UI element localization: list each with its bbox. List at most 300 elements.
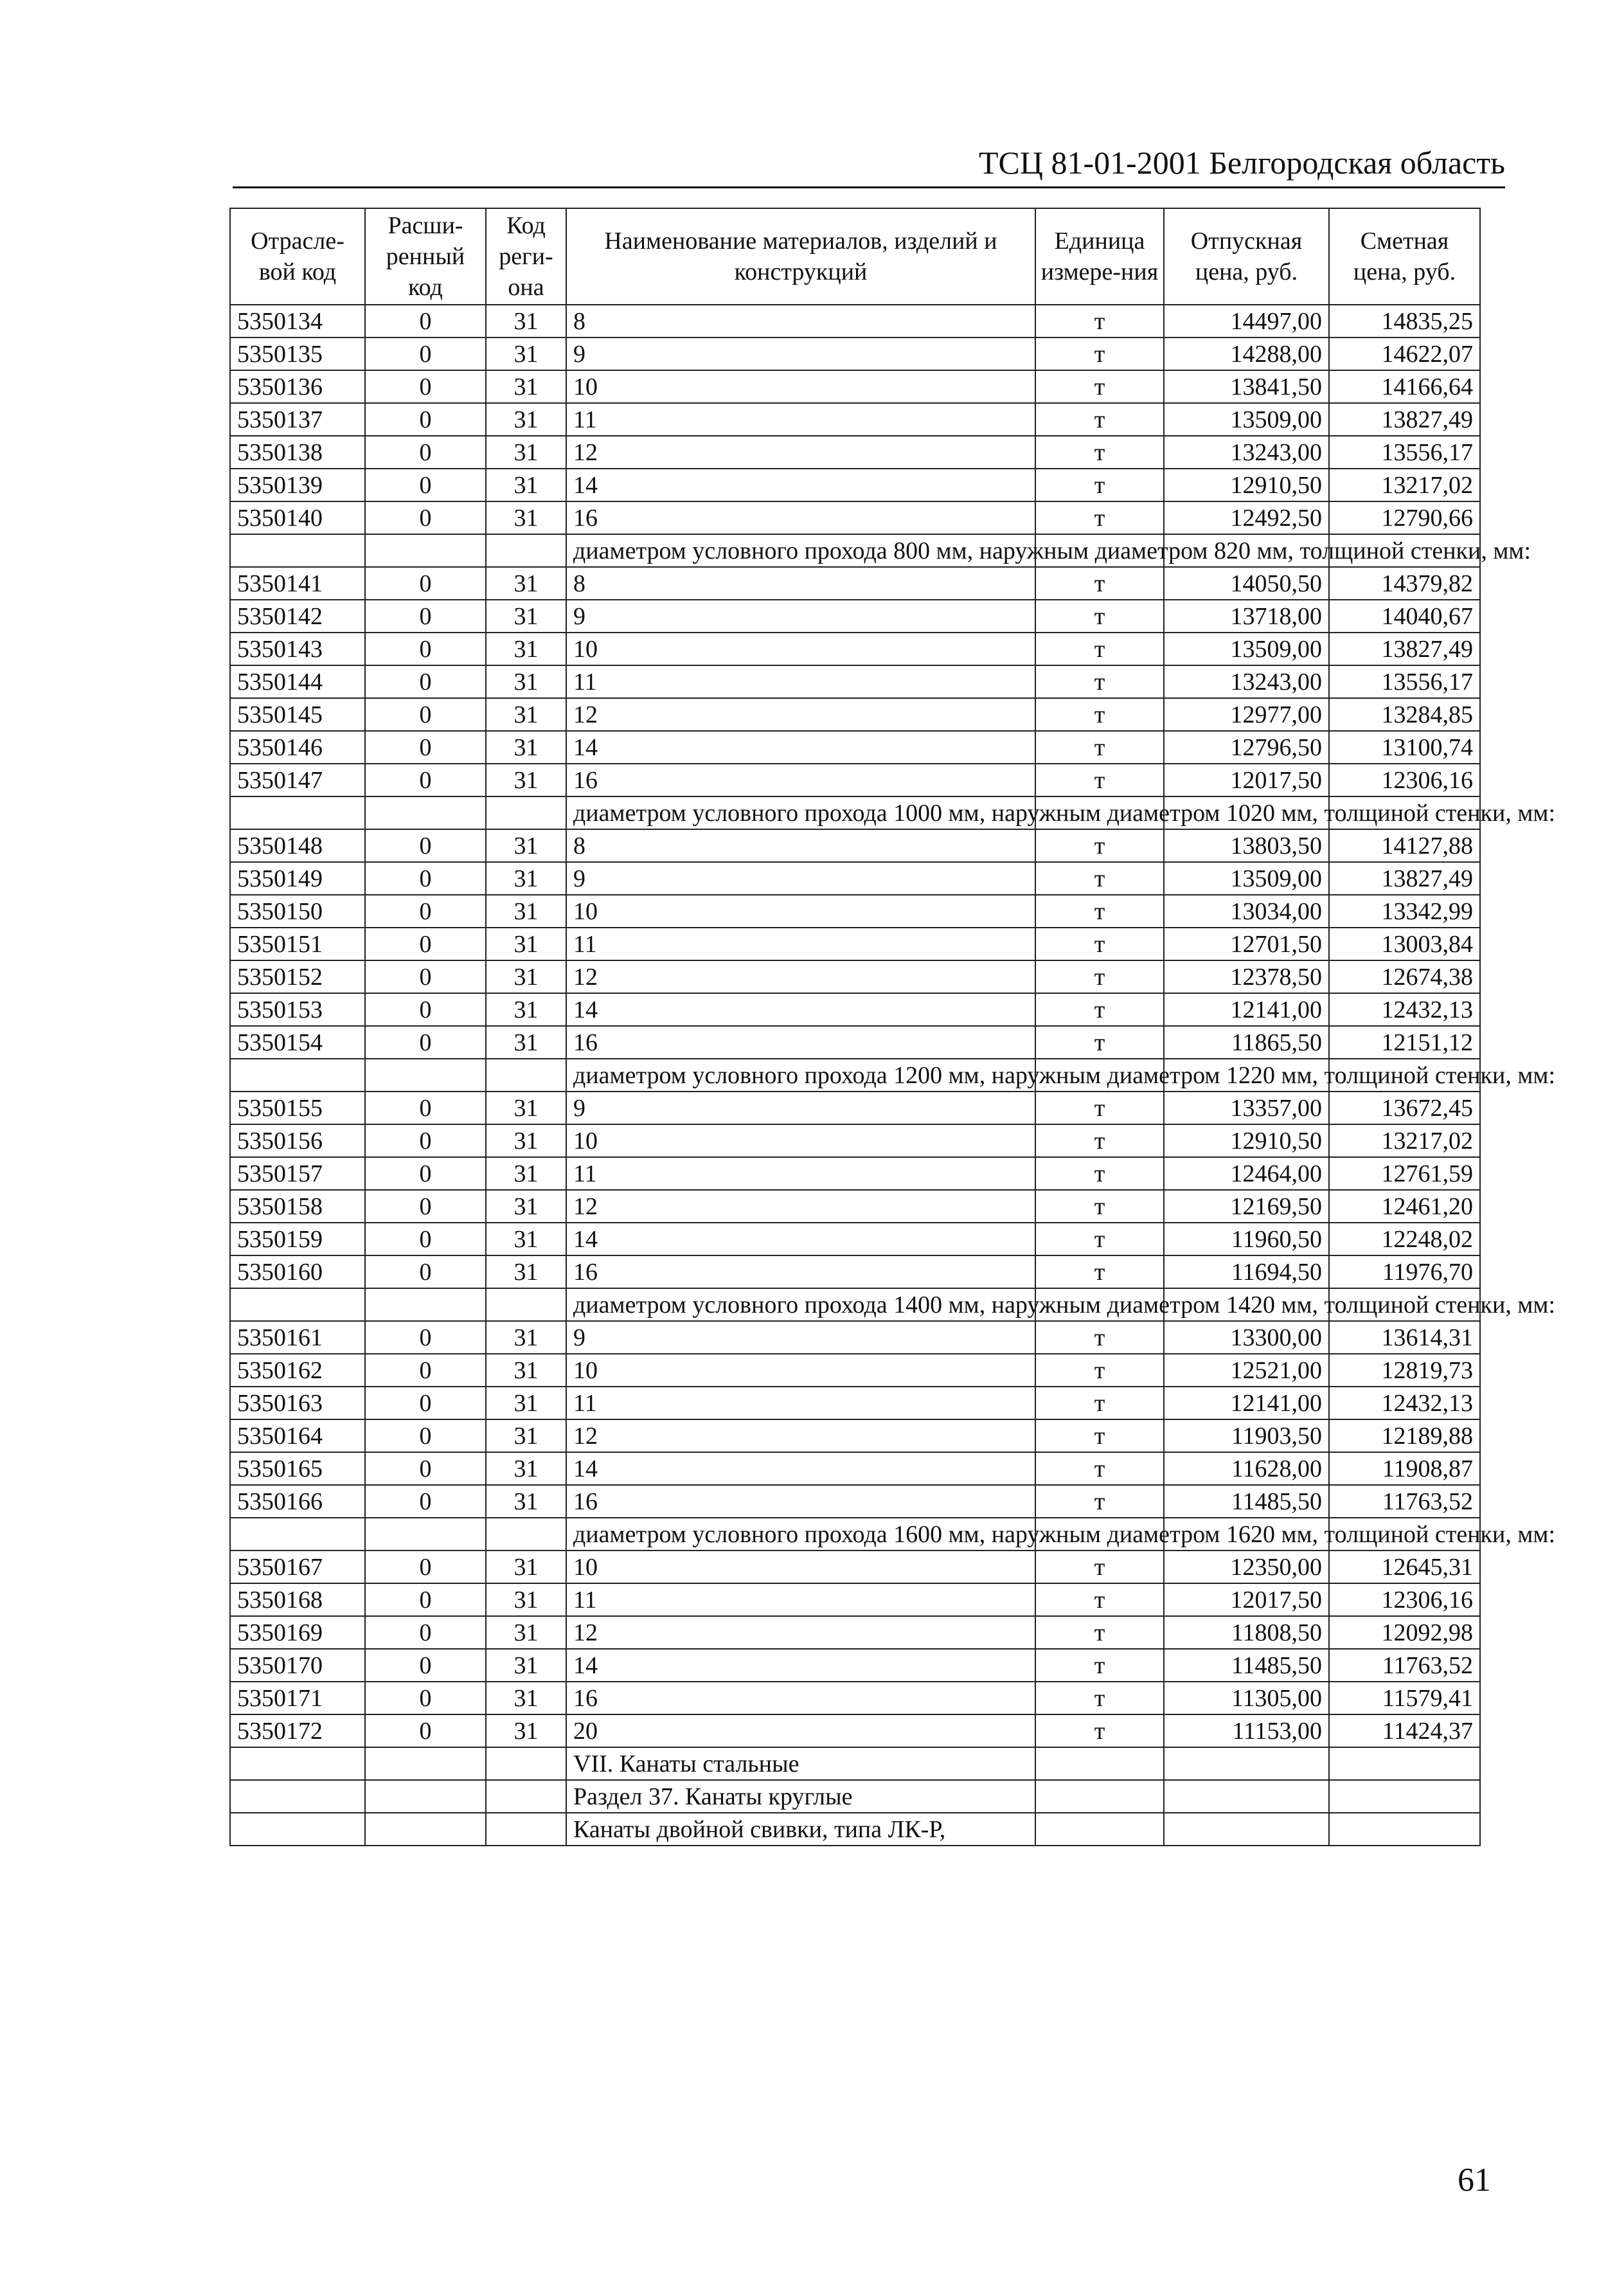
table-row: [230, 862, 1480, 895]
cell-name: 16: [566, 1255, 1035, 1288]
cell-name: 11: [566, 1157, 1035, 1190]
cell-code: 5350163: [230, 1387, 365, 1419]
cell-unit: т: [1035, 665, 1164, 698]
cell-name: 16: [566, 1682, 1035, 1714]
cell-region: 31: [486, 1649, 566, 1682]
cell-region: 31: [486, 436, 566, 469]
table-row: [230, 764, 1480, 796]
cell-unit: т: [1035, 764, 1164, 796]
cell-code: 5350136: [230, 370, 365, 403]
cell-region: 31: [486, 1190, 566, 1223]
table-row: [230, 993, 1480, 1026]
subgroup-row: [230, 1518, 1480, 1551]
cell-code: 5350154: [230, 1026, 365, 1059]
table-row: [230, 1452, 1480, 1485]
cell-code: 5350158: [230, 1190, 365, 1223]
cell-code: 5350155: [230, 1092, 365, 1124]
table-row: [230, 1354, 1480, 1387]
cell-release-price: 13034,00: [1164, 895, 1329, 928]
col-header-estimate-price: Сметная цена, руб.: [1329, 208, 1480, 305]
cell-name: 12: [566, 1190, 1035, 1223]
cell-release-price: 12796,50: [1164, 731, 1329, 764]
cell-region: [486, 796, 566, 829]
cell-ext-code: 0: [365, 600, 486, 633]
cell-release-price: [1164, 1747, 1329, 1780]
cell-release-price: 12701,50: [1164, 928, 1329, 960]
cell-code: 5350167: [230, 1551, 365, 1583]
cell-region: 31: [486, 370, 566, 403]
cell-code: 5350143: [230, 633, 365, 665]
table-row: [230, 1387, 1480, 1419]
cell-name: 8: [566, 567, 1035, 600]
table-row: [230, 960, 1480, 993]
cell-release-price: 11808,50: [1164, 1616, 1329, 1649]
cell-ext-code: 0: [365, 1452, 486, 1485]
cell-estimate-price: 13827,49: [1329, 633, 1480, 665]
cell-region: 31: [486, 1387, 566, 1419]
cell-estimate-price: 13556,17: [1329, 665, 1480, 698]
cell-estimate-price: 12248,02: [1329, 1223, 1480, 1255]
cell-unit: т: [1035, 1255, 1164, 1288]
cell-estimate-price: 11908,87: [1329, 1452, 1480, 1485]
cell-code: [230, 1747, 365, 1780]
cell-estimate-price: [1329, 1780, 1480, 1813]
cell-region: 31: [486, 1485, 566, 1518]
cell-ext-code: 0: [365, 1124, 486, 1157]
cell-code: 5350162: [230, 1354, 365, 1387]
cell-estimate-price: 13217,02: [1329, 1124, 1480, 1157]
cell-estimate-price: 12461,20: [1329, 1190, 1480, 1223]
cell-name: 9: [566, 337, 1035, 370]
cell-region: 31: [486, 633, 566, 665]
cell-ext-code: 0: [365, 764, 486, 796]
cell-region: 31: [486, 1124, 566, 1157]
cell-ext-code: 0: [365, 567, 486, 600]
cell-code: [230, 1518, 365, 1551]
cell-code: 5350148: [230, 829, 365, 862]
cell-name: Раздел 37. Канаты круглые: [566, 1780, 1035, 1813]
cell-code: [230, 1780, 365, 1813]
cell-release-price: 12141,00: [1164, 993, 1329, 1026]
col-header-ext-code: Расши-ренный код: [365, 208, 486, 305]
cell-ext-code: 0: [365, 698, 486, 731]
table-row: [230, 1485, 1480, 1518]
cell-estimate-price: 11424,37: [1329, 1714, 1480, 1747]
cell-region: 31: [486, 1092, 566, 1124]
cell-code: 5350135: [230, 337, 365, 370]
cell-ext-code: 0: [365, 1616, 486, 1649]
col-header-name: Наименование материалов, изделий и конструкций: [566, 208, 1035, 305]
cell-name: 10: [566, 895, 1035, 928]
table-row: [230, 665, 1480, 698]
cell-estimate-price: [1329, 1747, 1480, 1780]
subgroup-row: [230, 796, 1480, 829]
cell-release-price: 11694,50: [1164, 1255, 1329, 1288]
cell-estimate-price: 13217,02: [1329, 469, 1480, 501]
cell-unit: т: [1035, 862, 1164, 895]
cell-unit: т: [1035, 1551, 1164, 1583]
cell-estimate-price: 13100,74: [1329, 731, 1480, 764]
cell-region: 31: [486, 305, 566, 337]
cell-unit: т: [1035, 928, 1164, 960]
cell-name: 16: [566, 764, 1035, 796]
cell-name: 9: [566, 600, 1035, 633]
cell-name: 10: [566, 1354, 1035, 1387]
cell-release-price: 12017,50: [1164, 764, 1329, 796]
cell-release-price: 12169,50: [1164, 1190, 1329, 1223]
cell-release-price: [1164, 1780, 1329, 1813]
cell-unit: т: [1035, 1124, 1164, 1157]
cell-name: 14: [566, 1452, 1035, 1485]
cell-ext-code: 0: [365, 1255, 486, 1288]
cell-release-price: [1164, 1813, 1329, 1846]
cell-ext-code: 0: [365, 1682, 486, 1714]
cell-release-price: 12350,00: [1164, 1551, 1329, 1583]
col-header-code: Отрасле-вой код: [230, 208, 365, 305]
cell-ext-code: 0: [365, 895, 486, 928]
cell-release-price: 12977,00: [1164, 698, 1329, 731]
cell-name: 16: [566, 501, 1035, 534]
cell-unit: т: [1035, 993, 1164, 1026]
cell-name: 11: [566, 1387, 1035, 1419]
cell-estimate-price: 12819,73: [1329, 1354, 1480, 1387]
cell-ext-code: [365, 1813, 486, 1846]
table-row: [230, 1616, 1480, 1649]
cell-name: 14: [566, 993, 1035, 1026]
cell-release-price: 14050,50: [1164, 567, 1329, 600]
cell-name: диаметром условного прохода 800 мм, наружным диаметром 820 мм, толщиной стенки, мм:: [566, 534, 1035, 567]
cell-release-price: 12141,00: [1164, 1387, 1329, 1419]
cell-estimate-price: 13827,49: [1329, 403, 1480, 436]
cell-ext-code: 0: [365, 993, 486, 1026]
cell-ext-code: [365, 1780, 486, 1813]
cell-code: 5350141: [230, 567, 365, 600]
cell-region: 31: [486, 403, 566, 436]
table-row: [230, 337, 1480, 370]
cell-region: 31: [486, 665, 566, 698]
cell-ext-code: 0: [365, 829, 486, 862]
table-row: [230, 567, 1480, 600]
cell-unit: т: [1035, 370, 1164, 403]
cell-unit: т: [1035, 403, 1164, 436]
cell-name: 20: [566, 1714, 1035, 1747]
cell-code: [230, 796, 365, 829]
cell-code: 5350160: [230, 1255, 365, 1288]
cell-release-price: 12017,50: [1164, 1583, 1329, 1616]
cell-region: 31: [486, 1583, 566, 1616]
cell-unit: т: [1035, 731, 1164, 764]
cell-release-price: 13509,00: [1164, 403, 1329, 436]
cell-ext-code: 0: [365, 665, 486, 698]
cell-name: 11: [566, 928, 1035, 960]
table-row: [230, 1190, 1480, 1223]
cell-estimate-price: 12306,16: [1329, 1583, 1480, 1616]
cell-unit: т: [1035, 1190, 1164, 1223]
cell-name: диаметром условного прохода 1400 мм, наружным диаметром 1420 мм, толщиной стенки, мм:: [566, 1288, 1035, 1321]
cell-ext-code: [365, 1747, 486, 1780]
cell-region: 31: [486, 993, 566, 1026]
cell-region: [486, 1780, 566, 1813]
cell-code: 5350134: [230, 305, 365, 337]
cell-region: [486, 1518, 566, 1551]
cell-release-price: 11960,50: [1164, 1223, 1329, 1255]
cell-release-price: 13243,00: [1164, 665, 1329, 698]
cell-region: [486, 1747, 566, 1780]
cell-name: 16: [566, 1485, 1035, 1518]
cell-estimate-price: 12790,66: [1329, 501, 1480, 534]
cell-name: 10: [566, 633, 1035, 665]
cell-region: 31: [486, 698, 566, 731]
cell-ext-code: 0: [365, 1419, 486, 1452]
cell-estimate-price: 13827,49: [1329, 862, 1480, 895]
cell-ext-code: [365, 1059, 486, 1092]
cell-region: 31: [486, 1026, 566, 1059]
cell-region: [486, 534, 566, 567]
cell-region: 31: [486, 1551, 566, 1583]
cell-estimate-price: 14127,88: [1329, 829, 1480, 862]
cell-unit: т: [1035, 1452, 1164, 1485]
cell-ext-code: 0: [365, 1714, 486, 1747]
table-row: [230, 1583, 1480, 1616]
cell-release-price: 12464,00: [1164, 1157, 1329, 1190]
cell-unit: т: [1035, 469, 1164, 501]
cell-ext-code: 0: [365, 1387, 486, 1419]
cell-release-price: 11153,00: [1164, 1714, 1329, 1747]
cell-name: VII. Канаты стальные: [566, 1747, 1035, 1780]
cell-code: 5350161: [230, 1321, 365, 1354]
table-row: [230, 501, 1480, 534]
cell-ext-code: [365, 1288, 486, 1321]
cell-estimate-price: 11763,52: [1329, 1649, 1480, 1682]
table-row: [230, 731, 1480, 764]
cell-code: 5350153: [230, 993, 365, 1026]
cell-unit: т: [1035, 1583, 1164, 1616]
cell-ext-code: 0: [365, 337, 486, 370]
cell-name: 12: [566, 960, 1035, 993]
cell-ext-code: 0: [365, 1223, 486, 1255]
cell-code: 5350169: [230, 1616, 365, 1649]
cell-unit: т: [1035, 567, 1164, 600]
cell-unit: [1035, 1813, 1164, 1846]
cell-ext-code: 0: [365, 1157, 486, 1190]
col-header-region: Код реги-она: [486, 208, 566, 305]
cell-ext-code: [365, 796, 486, 829]
table-row: [230, 1714, 1480, 1747]
cell-release-price: 13803,50: [1164, 829, 1329, 862]
cell-estimate-price: 13672,45: [1329, 1092, 1480, 1124]
cell-code: 5350171: [230, 1682, 365, 1714]
cell-ext-code: 0: [365, 469, 486, 501]
cell-region: 31: [486, 469, 566, 501]
cell-code: 5350145: [230, 698, 365, 731]
cell-name: Канаты двойной свивки, типа ЛК-Р,: [566, 1813, 1035, 1846]
cell-name: 14: [566, 469, 1035, 501]
cell-estimate-price: 12761,59: [1329, 1157, 1480, 1190]
cell-name: 11: [566, 665, 1035, 698]
table-row: [230, 305, 1480, 337]
cell-unit: т: [1035, 600, 1164, 633]
cell-release-price: 11305,00: [1164, 1682, 1329, 1714]
cell-unit: т: [1035, 895, 1164, 928]
cell-unit: т: [1035, 1223, 1164, 1255]
cell-code: 5350142: [230, 600, 365, 633]
cell-code: 5350172: [230, 1714, 365, 1747]
cell-ext-code: 0: [365, 731, 486, 764]
cell-name: 14: [566, 731, 1035, 764]
subgroup-row: [230, 534, 1480, 567]
cell-region: 31: [486, 862, 566, 895]
cell-unit: т: [1035, 337, 1164, 370]
cell-unit: т: [1035, 436, 1164, 469]
cell-name: 16: [566, 1026, 1035, 1059]
cell-name: 14: [566, 1649, 1035, 1682]
cell-code: 5350157: [230, 1157, 365, 1190]
table-row: [230, 1419, 1480, 1452]
cell-estimate-price: 12432,13: [1329, 1387, 1480, 1419]
cell-region: 31: [486, 731, 566, 764]
cell-estimate-price: 13614,31: [1329, 1321, 1480, 1354]
cell-estimate-price: 12151,12: [1329, 1026, 1480, 1059]
cell-code: 5350159: [230, 1223, 365, 1255]
cell-release-price: 12378,50: [1164, 960, 1329, 993]
cell-ext-code: 0: [365, 928, 486, 960]
cell-code: 5350164: [230, 1419, 365, 1452]
table-row: [230, 600, 1480, 633]
table-row: [230, 1124, 1480, 1157]
cell-region: 31: [486, 1714, 566, 1747]
cell-release-price: 12910,50: [1164, 1124, 1329, 1157]
cell-name: 12: [566, 698, 1035, 731]
cell-release-price: 12910,50: [1164, 469, 1329, 501]
cell-estimate-price: [1329, 1813, 1480, 1846]
cell-name: диаметром условного прохода 1200 мм, наружным диаметром 1220 мм, толщиной стенки, мм:: [566, 1059, 1035, 1092]
cell-region: [486, 1813, 566, 1846]
cell-ext-code: 0: [365, 1190, 486, 1223]
cell-code: 5350168: [230, 1583, 365, 1616]
cell-unit: т: [1035, 1026, 1164, 1059]
part-row: [230, 1780, 1480, 1813]
cell-code: 5350149: [230, 862, 365, 895]
cell-unit: т: [1035, 1714, 1164, 1747]
cell-region: 31: [486, 1354, 566, 1387]
cell-name: 9: [566, 1092, 1035, 1124]
cell-estimate-price: 12674,38: [1329, 960, 1480, 993]
cell-name: 12: [566, 1616, 1035, 1649]
cell-release-price: 12521,00: [1164, 1354, 1329, 1387]
cell-name: 8: [566, 829, 1035, 862]
cell-region: 31: [486, 1452, 566, 1485]
cell-region: 31: [486, 1255, 566, 1288]
cell-estimate-price: 12189,88: [1329, 1419, 1480, 1452]
cell-code: [230, 1059, 365, 1092]
cell-region: 31: [486, 764, 566, 796]
cell-code: 5350151: [230, 928, 365, 960]
section-row: [230, 1747, 1480, 1780]
table-row: [230, 928, 1480, 960]
cell-ext-code: 0: [365, 1026, 486, 1059]
cell-code: 5350138: [230, 436, 365, 469]
table-row: [230, 1321, 1480, 1354]
table-row: [230, 403, 1480, 436]
cell-unit: т: [1035, 1321, 1164, 1354]
cell-estimate-price: 11976,70: [1329, 1255, 1480, 1288]
table-row: [230, 1255, 1480, 1288]
cell-ext-code: 0: [365, 370, 486, 403]
table-row: [230, 1026, 1480, 1059]
cell-region: 31: [486, 960, 566, 993]
subgroup-row: [230, 1059, 1480, 1092]
cell-release-price: 13718,00: [1164, 600, 1329, 633]
cell-estimate-price: 12432,13: [1329, 993, 1480, 1026]
table-row: [230, 829, 1480, 862]
cell-region: 31: [486, 1321, 566, 1354]
cell-ext-code: 0: [365, 1354, 486, 1387]
cell-region: 31: [486, 928, 566, 960]
table-row: [230, 633, 1480, 665]
cell-region: 31: [486, 567, 566, 600]
table-row: [230, 895, 1480, 928]
cell-release-price: 11628,00: [1164, 1452, 1329, 1485]
cell-ext-code: 0: [365, 1485, 486, 1518]
cell-unit: т: [1035, 1157, 1164, 1190]
cell-name: 10: [566, 370, 1035, 403]
cell-ext-code: 0: [365, 862, 486, 895]
cell-code: [230, 534, 365, 567]
table-header-row: [230, 208, 1480, 305]
table-row: [230, 1682, 1480, 1714]
cell-release-price: 11485,50: [1164, 1649, 1329, 1682]
table-row: [230, 469, 1480, 501]
cell-code: 5350166: [230, 1485, 365, 1518]
subgroup-row: [230, 1288, 1480, 1321]
cell-estimate-price: 12092,98: [1329, 1616, 1480, 1649]
cell-release-price: 14497,00: [1164, 305, 1329, 337]
cell-unit: [1035, 1747, 1164, 1780]
cell-release-price: 14288,00: [1164, 337, 1329, 370]
cell-estimate-price: 12645,31: [1329, 1551, 1480, 1583]
cell-estimate-price: 11763,52: [1329, 1485, 1480, 1518]
cell-release-price: 11865,50: [1164, 1026, 1329, 1059]
cell-region: 31: [486, 829, 566, 862]
cell-ext-code: 0: [365, 305, 486, 337]
col-header-release-price: Отпускная цена, руб.: [1164, 208, 1329, 305]
cell-unit: т: [1035, 1092, 1164, 1124]
cell-ext-code: 0: [365, 960, 486, 993]
cell-estimate-price: 14166,64: [1329, 370, 1480, 403]
table-row: [230, 698, 1480, 731]
cell-name: 11: [566, 403, 1035, 436]
cell-name: 10: [566, 1124, 1035, 1157]
cell-ext-code: 0: [365, 403, 486, 436]
cell-ext-code: 0: [365, 501, 486, 534]
cell-unit: т: [1035, 829, 1164, 862]
cell-ext-code: 0: [365, 1321, 486, 1354]
cell-estimate-price: 14040,67: [1329, 600, 1480, 633]
cell-ext-code: 0: [365, 1092, 486, 1124]
cell-estimate-price: 14622,07: [1329, 337, 1480, 370]
cell-ext-code: 0: [365, 1649, 486, 1682]
cell-region: 31: [486, 1419, 566, 1452]
cell-name: 12: [566, 1419, 1035, 1452]
cell-code: 5350147: [230, 764, 365, 796]
text-row: [230, 1813, 1480, 1846]
table-row: [230, 1157, 1480, 1190]
cell-code: 5350150: [230, 895, 365, 928]
cell-name: 8: [566, 305, 1035, 337]
cell-code: 5350146: [230, 731, 365, 764]
cell-code: 5350137: [230, 403, 365, 436]
cell-region: 31: [486, 600, 566, 633]
